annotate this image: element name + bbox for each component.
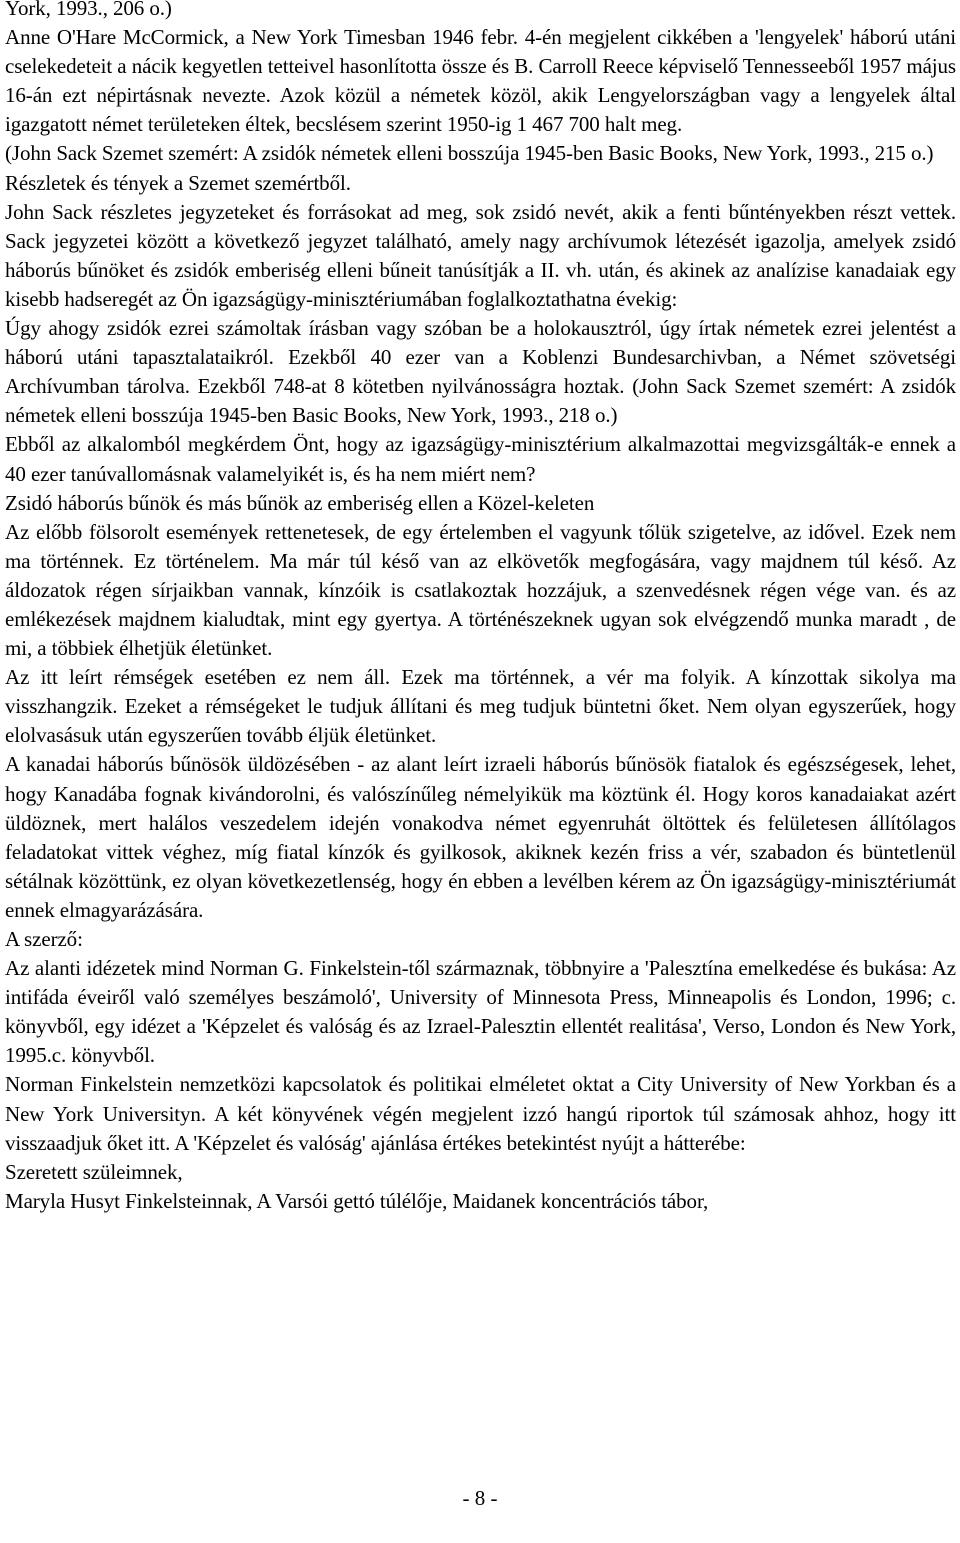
paragraph-mccormick: Anne O'Hare McCormick, a New York Timesban 1946 febr. 4-én megjelent cikkében a 'lengyelek' háború utáni cselekedeteit a nácik kegyetlen tetteivel hasonlította össze és B. Carroll Reece képviselő Tennesseeből 1957 május 16-án ezt népirtásnak nevezte. Azok közül a németek közöl, akik Lengyelországban vagy a lengyelek által igazgatott német területeken éltek, becslésem szerint 1950-ig 1 467 700 halt meg.	[5, 25, 956, 137]
paragraph-present: Az itt leírt rémségek esetében ez nem áll. Ezek ma történnek, a vér ma folyik. A kínzottak sikolya ma visszhangzik. Ezeket a rémségeket le tudjuk állítani és meg tudjuk büntetni őket. Nem olyan egyszerűek, hogy elolvasásuk után egyszerűen tovább éljük életünket.	[5, 665, 956, 748]
paragraph-dedication-names: Maryla Husyt Finkelsteinnak, A Varsói gettó túlélője, Maidanek koncentrációs tábor,	[5, 1188, 709, 1213]
paragraph-heading-middle-east: Zsidó háborús bűnök és más bűnök az emberiség ellen a Közel-keleten	[5, 490, 595, 515]
paragraph-sack-citation-215: (John Sack Szemet szemért: A zsidók németek elleni bosszúja 1945-ben Basic Books, New York, 1993., 215 o.)	[5, 141, 934, 166]
paragraph-archive-quote: Úgy ahogy zsidók ezrei számoltak írásban vagy szóban be a holokausztról, úgy írtak németek ezrei jelentést a háború utáni tapasztalataikról. Ezekből 40 ezer van a Koblenzi Bundesarchivban, a Német szövetségi Archívumban tárolva. Ezekből 748-at 8 kötetben nyilvánosságra hoztak. (John Sack Szemet szemért: A zsidók németek elleni bosszúja 1945-ben Basic Books, New York, 1993., 218 o.)	[5, 316, 956, 428]
paragraph-citation-continued: York, 1993., 206 o.)	[5, 0, 172, 20]
paragraph-history: Az előbb fölsorolt események rettenetesek, de egy értelemben el vagyunk tőlük szigetelve, az idővel. Ezek nem ma történnek. Ez történelem. Ma már túl késő van az elkövetők megfogására, vagy majdnem túl késő. Az áldozatok régen sírjaikban vannak, kínzóik is csatlakoztak hozzájuk, a szenvedésnek régen vége van. és az emlékezések majdnem kialudtak, mint egy gyertya. A történészeknek ugyan sok elvégzendő munka maradt , de mi, a többiek élhetjük életünket.	[5, 519, 956, 661]
paragraph-author-label: A szerző:	[5, 927, 83, 951]
paragraph-canadian-prosecution: A kanadai háborús bűnösök üldözésében - az alant leírt izraeli háborús bűnösök fiatalok és egészségesek, lehet, hogy Kanadába fognak kivándorolni, és valószínűleg némelyikük ma köztünk él. Hogy koros kanadaiakat azért üldöznek, mert halálos veszedelem idején vonakodva német egyenruhát öltöttek és felületesen állítólagos feladatokat vittek véghez, míg fiatal kínzók és gyilkosok, akiknek kezén friss a vér, szabadon és büntetlenül sétálnak közöttünk, ez olyan következetlenség, hogy én ebben a levélben kérem az Ön igazságügy-minisztériumát ennek elmagyarázására.	[5, 752, 956, 922]
page-number: - 8 -	[462, 1486, 498, 1510]
paragraph-finkelstein-sources: Az alanti idézetek mind Norman G. Finkelstein-től származnak, többnyire a 'Palesztína emelkedése és bukása: Az intifáda éveiről való személyes beszámoló', University of Minnesota Press, Minneapolis és London, 1996; c. könyvből, egy idézet a 'Képzelet és valóság és az Izrael-Palesztin ellentét realitása', Verso, London és New York, 1995.c. könyvből.	[5, 956, 956, 1068]
paragraph-heading-details: Részletek és tények a Szemet szemértből.	[5, 170, 351, 195]
paragraph-dedication: Szeretett szüleimnek,	[5, 1159, 183, 1184]
paragraph-sack-notes: John Sack részletes jegyzeteket és forrásokat ad meg, sok zsidó nevét, akik a fenti bűntényekben részt vettek. Sack jegyzetei között a következő jegyzet található, amely nagy archívumok létezését igazolja, amelyek zsidó háborús bűnöket és zsidók emberiség elleni bűneit tanúsítják a II. vh. után, és akinek az analízise kanadaiak egy kisebb hadseregét az Ön igazságügy-minisztériumában foglalkoztathatna évekig:	[5, 199, 956, 311]
document-body	[5, 0, 956, 1216]
paragraph-finkelstein-bio: Norman Finkelstein nemzetközi kapcsolatok és politikai elméletet oktat a City University of New Yorkban és a New York Universityn. A két könyvének végén megjelent izzó hangú riportok túl számosak ahhoz, hogy itt visszaadjuk őket itt. A 'Képzelet és valóság' ajánlása értékes betekintést nyújt a hátterébe:	[5, 1072, 956, 1155]
paragraph-question: Ebből az alkalomból megkérdem Önt, hogy az igazságügy-minisztérium alkalmazottai megvizsgálták-e ennek a 40 ezer tanúvallomásnak valamelyikét is, és ha nem miért nem?	[5, 432, 956, 486]
